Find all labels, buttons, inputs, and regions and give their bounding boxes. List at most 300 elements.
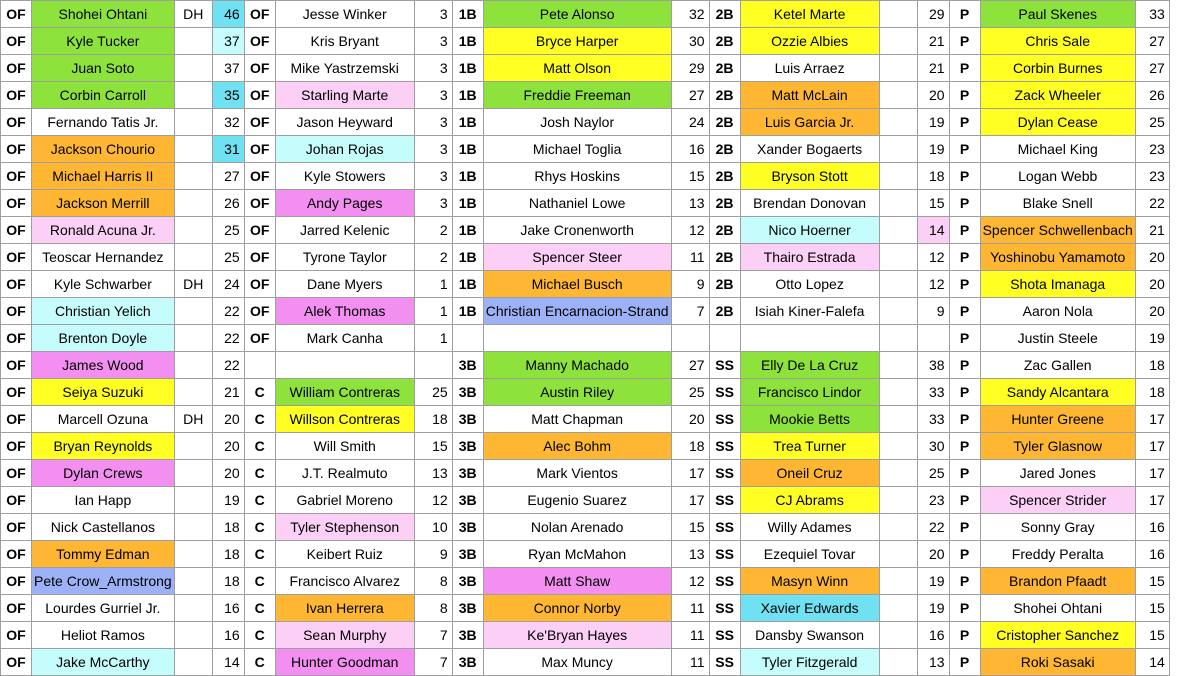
value-cell[interactable]: 27 [1135, 55, 1169, 82]
value-cell[interactable]: 23 [1135, 136, 1169, 163]
position-cell[interactable]: OF [1, 487, 32, 514]
value-cell[interactable]: 17 [1135, 433, 1169, 460]
position-cell[interactable]: 1B [452, 82, 483, 109]
player-name-cell[interactable]: Otto Lopez [740, 271, 879, 298]
position-cell[interactable]: 1B [452, 28, 483, 55]
value-cell[interactable]: 14 [212, 649, 244, 676]
player-name-cell[interactable]: Nick Castellanos [32, 514, 175, 541]
position-cell[interactable]: 3B [452, 649, 483, 676]
designation-cell[interactable] [174, 217, 212, 244]
designation-cell[interactable] [174, 325, 212, 352]
empty-cell[interactable] [879, 298, 917, 325]
player-name-cell[interactable]: Michael King [980, 136, 1135, 163]
position-cell[interactable]: P [949, 163, 980, 190]
position-cell[interactable]: SS [709, 541, 740, 568]
value-cell[interactable]: 3 [414, 109, 452, 136]
player-name-cell[interactable]: Sonny Gray [980, 514, 1135, 541]
value-cell[interactable]: 25 [1135, 109, 1169, 136]
value-cell[interactable]: 18 [1135, 379, 1169, 406]
value-cell[interactable]: 16 [1135, 514, 1169, 541]
empty-cell[interactable] [879, 136, 917, 163]
player-name-cell[interactable]: Willson Contreras [275, 406, 414, 433]
player-name-cell[interactable]: Michael Harris II [32, 163, 175, 190]
position-cell[interactable]: P [949, 352, 980, 379]
player-name-cell[interactable]: Tyler Glasnow [980, 433, 1135, 460]
position-cell[interactable]: OF [244, 325, 275, 352]
position-cell[interactable]: C [244, 460, 275, 487]
position-cell[interactable]: P [949, 1, 980, 28]
player-name-cell[interactable]: Logan Webb [980, 163, 1135, 190]
position-cell[interactable]: 1B [452, 136, 483, 163]
position-cell[interactable]: OF [1, 379, 32, 406]
position-cell[interactable]: SS [709, 487, 740, 514]
position-cell[interactable]: 3B [452, 541, 483, 568]
designation-cell[interactable] [174, 568, 212, 595]
player-name-cell[interactable] [275, 352, 414, 379]
value-cell[interactable]: 14 [917, 217, 949, 244]
position-cell[interactable]: OF [1, 649, 32, 676]
value-cell[interactable]: 18 [212, 568, 244, 595]
designation-cell[interactable] [174, 352, 212, 379]
value-cell[interactable]: 12 [671, 568, 709, 595]
value-cell[interactable]: 37 [212, 28, 244, 55]
empty-cell[interactable] [879, 568, 917, 595]
player-name-cell[interactable]: Spencer Steer [483, 244, 671, 271]
position-cell[interactable]: OF [1, 28, 32, 55]
player-name-cell[interactable]: Jason Heyward [275, 109, 414, 136]
position-cell[interactable]: P [949, 433, 980, 460]
value-cell[interactable]: 7 [671, 298, 709, 325]
player-name-cell[interactable]: Josh Naylor [483, 109, 671, 136]
value-cell[interactable]: 9 [917, 298, 949, 325]
player-name-cell[interactable]: Michael Busch [483, 271, 671, 298]
player-name-cell[interactable]: Jesse Winker [275, 1, 414, 28]
position-cell[interactable]: 3B [452, 487, 483, 514]
player-name-cell[interactable]: Spencer Strider [980, 487, 1135, 514]
player-name-cell[interactable]: Kyle Schwarber [32, 271, 175, 298]
value-cell[interactable]: 15 [671, 163, 709, 190]
value-cell[interactable]: 38 [917, 352, 949, 379]
value-cell[interactable]: 2 [414, 244, 452, 271]
player-name-cell[interactable]: Corbin Carroll [32, 82, 175, 109]
player-name-cell[interactable]: Brenton Doyle [32, 325, 175, 352]
player-name-cell[interactable]: Gabriel Moreno [275, 487, 414, 514]
position-cell[interactable]: P [949, 190, 980, 217]
value-cell[interactable] [917, 325, 949, 352]
empty-cell[interactable] [879, 82, 917, 109]
position-cell[interactable]: P [949, 649, 980, 676]
value-cell[interactable]: 3 [414, 82, 452, 109]
player-name-cell[interactable]: J.T. Realmuto [275, 460, 414, 487]
player-name-cell[interactable]: Pete Alonso [483, 1, 671, 28]
player-name-cell[interactable]: Chris Sale [980, 28, 1135, 55]
position-cell[interactable]: C [244, 487, 275, 514]
value-cell[interactable]: 29 [671, 55, 709, 82]
position-cell[interactable]: OF [1, 1, 32, 28]
position-cell[interactable]: 1B [452, 217, 483, 244]
position-cell[interactable]: C [244, 433, 275, 460]
designation-cell[interactable] [174, 460, 212, 487]
value-cell[interactable]: 33 [917, 379, 949, 406]
player-name-cell[interactable]: Corbin Burnes [980, 55, 1135, 82]
value-cell[interactable]: 7 [414, 622, 452, 649]
value-cell[interactable]: 33 [917, 406, 949, 433]
player-name-cell[interactable]: Mark Vientos [483, 460, 671, 487]
player-name-cell[interactable]: James Wood [32, 352, 175, 379]
position-cell[interactable]: OF [1, 190, 32, 217]
player-name-cell[interactable]: Ke'Bryan Hayes [483, 622, 671, 649]
player-name-cell[interactable]: Sandy Alcantara [980, 379, 1135, 406]
position-cell[interactable]: 3B [452, 622, 483, 649]
position-cell[interactable]: OF [1, 163, 32, 190]
empty-cell[interactable] [879, 325, 917, 352]
value-cell[interactable]: 31 [212, 136, 244, 163]
value-cell[interactable]: 22 [212, 298, 244, 325]
empty-cell[interactable] [879, 244, 917, 271]
position-cell[interactable]: OF [1, 82, 32, 109]
empty-cell[interactable] [879, 622, 917, 649]
position-cell[interactable]: OF [244, 136, 275, 163]
empty-cell[interactable] [879, 541, 917, 568]
value-cell[interactable]: 29 [917, 1, 949, 28]
value-cell[interactable]: 13 [414, 460, 452, 487]
position-cell[interactable]: SS [709, 568, 740, 595]
player-name-cell[interactable]: Brandon Pfaadt [980, 568, 1135, 595]
value-cell[interactable]: 20 [917, 82, 949, 109]
player-name-cell[interactable]: Sean Murphy [275, 622, 414, 649]
designation-cell[interactable]: DH [174, 1, 212, 28]
player-name-cell[interactable]: Thairo Estrada [740, 244, 879, 271]
value-cell[interactable]: 14 [1135, 649, 1169, 676]
position-cell[interactable]: OF [1, 244, 32, 271]
value-cell[interactable]: 11 [671, 595, 709, 622]
value-cell[interactable]: 22 [917, 514, 949, 541]
position-cell[interactable]: P [949, 109, 980, 136]
value-cell[interactable]: 26 [1135, 82, 1169, 109]
position-cell[interactable]: SS [709, 433, 740, 460]
position-cell[interactable]: OF [244, 1, 275, 28]
position-cell[interactable]: 2B [709, 163, 740, 190]
empty-cell[interactable] [879, 109, 917, 136]
value-cell[interactable]: 26 [212, 190, 244, 217]
empty-cell[interactable] [879, 217, 917, 244]
position-cell[interactable]: P [949, 379, 980, 406]
value-cell[interactable]: 15 [917, 190, 949, 217]
value-cell[interactable]: 17 [671, 460, 709, 487]
player-name-cell[interactable]: Andy Pages [275, 190, 414, 217]
value-cell[interactable]: 24 [212, 271, 244, 298]
designation-cell[interactable] [174, 55, 212, 82]
position-cell[interactable]: 2B [709, 271, 740, 298]
position-cell[interactable]: 3B [452, 433, 483, 460]
value-cell[interactable]: 13 [917, 649, 949, 676]
position-cell[interactable]: P [949, 622, 980, 649]
empty-cell[interactable] [879, 433, 917, 460]
position-cell[interactable]: 1B [452, 1, 483, 28]
player-name-cell[interactable]: Shota Imanaga [980, 271, 1135, 298]
position-cell[interactable]: 3B [452, 406, 483, 433]
player-name-cell[interactable]: Francisco Alvarez [275, 568, 414, 595]
value-cell[interactable]: 25 [917, 460, 949, 487]
value-cell[interactable] [414, 352, 452, 379]
value-cell[interactable]: 22 [212, 325, 244, 352]
position-cell[interactable]: SS [709, 514, 740, 541]
position-cell[interactable]: P [949, 406, 980, 433]
player-name-cell[interactable]: Marcell Ozuna [32, 406, 175, 433]
value-cell[interactable]: 11 [671, 649, 709, 676]
player-name-cell[interactable]: Ozzie Albies [740, 28, 879, 55]
value-cell[interactable]: 22 [212, 352, 244, 379]
value-cell[interactable]: 25 [212, 244, 244, 271]
position-cell[interactable]: C [244, 514, 275, 541]
value-cell[interactable]: 1 [414, 325, 452, 352]
player-name-cell[interactable]: Aaron Nola [980, 298, 1135, 325]
value-cell[interactable]: 15 [414, 433, 452, 460]
value-cell[interactable]: 15 [1135, 622, 1169, 649]
empty-cell[interactable] [879, 28, 917, 55]
player-name-cell[interactable]: Tyler Fitzgerald [740, 649, 879, 676]
player-name-cell[interactable]: Kyle Stowers [275, 163, 414, 190]
designation-cell[interactable] [174, 82, 212, 109]
player-name-cell[interactable]: Ivan Herrera [275, 595, 414, 622]
value-cell[interactable]: 25 [671, 379, 709, 406]
position-cell[interactable]: P [949, 325, 980, 352]
player-name-cell[interactable]: Matt Shaw [483, 568, 671, 595]
position-cell[interactable]: SS [709, 622, 740, 649]
player-name-cell[interactable]: Bryce Harper [483, 28, 671, 55]
player-name-cell[interactable]: Zack Wheeler [980, 82, 1135, 109]
value-cell[interactable]: 15 [1135, 595, 1169, 622]
value-cell[interactable]: 19 [1135, 325, 1169, 352]
designation-cell[interactable]: DH [174, 406, 212, 433]
player-name-cell[interactable]: Seiya Suzuki [32, 379, 175, 406]
player-name-cell[interactable]: Kris Bryant [275, 28, 414, 55]
player-name-cell[interactable]: Connor Norby [483, 595, 671, 622]
position-cell[interactable]: 2B [709, 82, 740, 109]
value-cell[interactable]: 33 [1135, 1, 1169, 28]
position-cell[interactable]: SS [709, 595, 740, 622]
player-name-cell[interactable]: Hunter Goodman [275, 649, 414, 676]
position-cell[interactable]: SS [709, 649, 740, 676]
value-cell[interactable]: 16 [1135, 541, 1169, 568]
empty-cell[interactable] [879, 1, 917, 28]
position-cell[interactable]: P [949, 487, 980, 514]
player-name-cell[interactable]: Austin Riley [483, 379, 671, 406]
position-cell[interactable]: P [949, 514, 980, 541]
player-name-cell[interactable] [740, 325, 879, 352]
position-cell[interactable]: 2B [709, 298, 740, 325]
position-cell[interactable]: OF [1, 298, 32, 325]
position-cell[interactable] [244, 352, 275, 379]
player-name-cell[interactable]: Heliot Ramos [32, 622, 175, 649]
designation-cell[interactable] [174, 298, 212, 325]
player-name-cell[interactable]: Tyrone Taylor [275, 244, 414, 271]
value-cell[interactable]: 37 [212, 55, 244, 82]
designation-cell[interactable] [174, 514, 212, 541]
value-cell[interactable]: 13 [671, 190, 709, 217]
player-name-cell[interactable]: Cristopher Sanchez [980, 622, 1135, 649]
position-cell[interactable]: OF [244, 244, 275, 271]
player-name-cell[interactable]: Matt McLain [740, 82, 879, 109]
position-cell[interactable]: C [244, 649, 275, 676]
value-cell[interactable]: 3 [414, 1, 452, 28]
value-cell[interactable]: 9 [671, 271, 709, 298]
player-name-cell[interactable]: Willy Adames [740, 514, 879, 541]
value-cell[interactable]: 15 [671, 514, 709, 541]
position-cell[interactable]: 1B [452, 163, 483, 190]
value-cell[interactable] [671, 325, 709, 352]
designation-cell[interactable] [174, 541, 212, 568]
position-cell[interactable]: P [949, 568, 980, 595]
player-name-cell[interactable]: Brendan Donovan [740, 190, 879, 217]
player-name-cell[interactable]: Ian Happ [32, 487, 175, 514]
value-cell[interactable]: 3 [414, 136, 452, 163]
value-cell[interactable]: 27 [1135, 28, 1169, 55]
value-cell[interactable]: 16 [212, 595, 244, 622]
empty-cell[interactable] [879, 595, 917, 622]
position-cell[interactable]: C [244, 379, 275, 406]
player-name-cell[interactable]: Tyler Stephenson [275, 514, 414, 541]
value-cell[interactable]: 16 [671, 136, 709, 163]
position-cell[interactable]: OF [1, 541, 32, 568]
position-cell[interactable]: OF [244, 55, 275, 82]
position-cell[interactable]: 1B [452, 55, 483, 82]
player-name-cell[interactable]: Jared Jones [980, 460, 1135, 487]
position-cell[interactable]: OF [1, 136, 32, 163]
player-name-cell[interactable]: Freddie Freeman [483, 82, 671, 109]
value-cell[interactable]: 18 [212, 514, 244, 541]
player-name-cell[interactable]: Jarred Kelenic [275, 217, 414, 244]
value-cell[interactable]: 8 [414, 568, 452, 595]
value-cell[interactable]: 30 [917, 433, 949, 460]
empty-cell[interactable] [879, 190, 917, 217]
player-name-cell[interactable]: Dylan Cease [980, 109, 1135, 136]
value-cell[interactable]: 12 [917, 244, 949, 271]
value-cell[interactable]: 18 [917, 163, 949, 190]
designation-cell[interactable] [174, 487, 212, 514]
position-cell[interactable]: OF [1, 271, 32, 298]
position-cell[interactable]: 2B [709, 28, 740, 55]
value-cell[interactable]: 9 [414, 541, 452, 568]
player-name-cell[interactable]: Lourdes Gurriel Jr. [32, 595, 175, 622]
player-name-cell[interactable]: Elly De La Cruz [740, 352, 879, 379]
value-cell[interactable]: 27 [671, 82, 709, 109]
value-cell[interactable]: 19 [917, 595, 949, 622]
position-cell[interactable]: 2B [709, 217, 740, 244]
player-name-cell[interactable]: Nathaniel Lowe [483, 190, 671, 217]
player-name-cell[interactable]: Matt Olson [483, 55, 671, 82]
player-name-cell[interactable]: Justin Steele [980, 325, 1135, 352]
value-cell[interactable]: 2 [414, 217, 452, 244]
player-name-cell[interactable] [483, 325, 671, 352]
value-cell[interactable]: 17 [1135, 406, 1169, 433]
player-name-cell[interactable]: Blake Snell [980, 190, 1135, 217]
position-cell[interactable]: P [949, 244, 980, 271]
player-name-cell[interactable]: Dylan Crews [32, 460, 175, 487]
player-name-cell[interactable]: Rhys Hoskins [483, 163, 671, 190]
value-cell[interactable]: 25 [212, 217, 244, 244]
designation-cell[interactable] [174, 649, 212, 676]
player-name-cell[interactable]: Tommy Edman [32, 541, 175, 568]
position-cell[interactable]: 2B [709, 109, 740, 136]
designation-cell[interactable] [174, 379, 212, 406]
value-cell[interactable]: 3 [414, 190, 452, 217]
player-name-cell[interactable]: Freddy Peralta [980, 541, 1135, 568]
empty-cell[interactable] [879, 460, 917, 487]
player-name-cell[interactable]: Ryan McMahon [483, 541, 671, 568]
position-cell[interactable]: OF [244, 28, 275, 55]
position-cell[interactable]: P [949, 541, 980, 568]
player-name-cell[interactable]: Masyn Winn [740, 568, 879, 595]
value-cell[interactable]: 18 [414, 406, 452, 433]
position-cell[interactable]: OF [1, 109, 32, 136]
value-cell[interactable]: 3 [414, 163, 452, 190]
position-cell[interactable]: P [949, 136, 980, 163]
value-cell[interactable]: 21 [1135, 217, 1169, 244]
position-cell[interactable]: OF [244, 217, 275, 244]
value-cell[interactable]: 19 [917, 568, 949, 595]
value-cell[interactable]: 12 [671, 217, 709, 244]
position-cell[interactable]: 1B [452, 298, 483, 325]
value-cell[interactable]: 3 [414, 28, 452, 55]
position-cell[interactable]: C [244, 541, 275, 568]
value-cell[interactable]: 35 [212, 82, 244, 109]
value-cell[interactable]: 20 [917, 541, 949, 568]
player-name-cell[interactable]: Trea Turner [740, 433, 879, 460]
value-cell[interactable]: 1 [414, 271, 452, 298]
player-name-cell[interactable]: Luis Garcia Jr. [740, 109, 879, 136]
player-name-cell[interactable]: Bryson Stott [740, 163, 879, 190]
position-cell[interactable]: 1B [452, 109, 483, 136]
value-cell[interactable]: 8 [414, 595, 452, 622]
value-cell[interactable]: 12 [917, 271, 949, 298]
player-name-cell[interactable]: Manny Machado [483, 352, 671, 379]
player-name-cell[interactable]: Xander Bogaerts [740, 136, 879, 163]
position-cell[interactable]: 2B [709, 55, 740, 82]
player-name-cell[interactable]: Hunter Greene [980, 406, 1135, 433]
value-cell[interactable]: 1 [414, 298, 452, 325]
player-name-cell[interactable]: Jake Cronenworth [483, 217, 671, 244]
player-name-cell[interactable]: CJ Abrams [740, 487, 879, 514]
player-name-cell[interactable]: Mike Yastrzemski [275, 55, 414, 82]
position-cell[interactable]: OF [1, 460, 32, 487]
player-name-cell[interactable]: Isiah Kiner-Falefa [740, 298, 879, 325]
position-cell[interactable]: 1B [452, 190, 483, 217]
position-cell[interactable]: OF [1, 217, 32, 244]
empty-cell[interactable] [879, 163, 917, 190]
player-name-cell[interactable]: Jake McCarthy [32, 649, 175, 676]
designation-cell[interactable] [174, 190, 212, 217]
empty-cell[interactable] [879, 649, 917, 676]
player-name-cell[interactable]: Shohei Ohtani [32, 1, 175, 28]
empty-cell[interactable] [879, 352, 917, 379]
position-cell[interactable] [452, 325, 483, 352]
empty-cell[interactable] [879, 379, 917, 406]
player-name-cell[interactable]: Shohei Ohtani [980, 595, 1135, 622]
value-cell[interactable]: 23 [917, 487, 949, 514]
empty-cell[interactable] [879, 514, 917, 541]
player-name-cell[interactable]: Xavier Edwards [740, 595, 879, 622]
position-cell[interactable]: 2B [709, 136, 740, 163]
value-cell[interactable]: 12 [414, 487, 452, 514]
player-name-cell[interactable]: Jackson Merrill [32, 190, 175, 217]
player-name-cell[interactable]: Bryan Reynolds [32, 433, 175, 460]
position-cell[interactable]: P [949, 217, 980, 244]
player-name-cell[interactable]: Michael Toglia [483, 136, 671, 163]
player-name-cell[interactable]: Mookie Betts [740, 406, 879, 433]
value-cell[interactable]: 30 [671, 28, 709, 55]
position-cell[interactable]: SS [709, 352, 740, 379]
